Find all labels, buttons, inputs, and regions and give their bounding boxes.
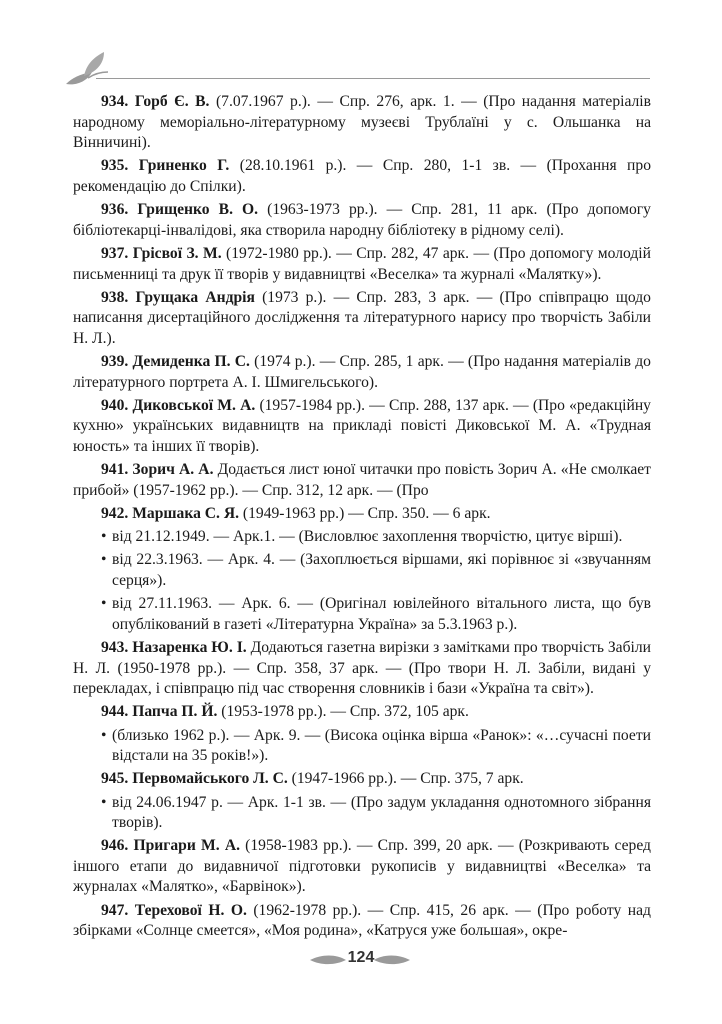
catalog-entry (73, 244, 651, 285)
entry-text: (1947-1966 рр.). — Спр. 375, 7 арк. (287, 770, 524, 788)
entry-number: 934. (101, 93, 129, 110)
entry-number: 936. (101, 201, 129, 219)
entry-number: 943. (101, 638, 129, 656)
bullet-icon: • (101, 726, 107, 744)
header-rule (96, 78, 650, 79)
entry-text: (1953-1978 рр.). — Спр. 372, 105 арк. (217, 703, 469, 721)
right-swoosh-icon (374, 953, 410, 967)
catalog-entry (73, 200, 651, 241)
entry-name: Зорич А. А. (132, 461, 214, 479)
letter-text: (близько 1962 р.). — Арк. 9. — (Висока оцінка вірша «Ранок»: «…сучасні поети відстали на 35 років!»). (112, 726, 651, 765)
catalog-entry (73, 156, 651, 197)
page-body (73, 92, 651, 944)
catalog-entry (73, 901, 651, 942)
bullet-icon: • (101, 528, 107, 546)
entry-name: Первомайського Л. С. (132, 770, 288, 788)
entry-number: 944. (101, 703, 129, 721)
catalog-entry (73, 352, 651, 393)
entry-text: (1973 р.). — Спр. 283, 3 арк. — (Про співпрацю щодо написання дисертаційного дослідження та літературного нарису про творчість Забіли Н. Л.). (73, 288, 651, 347)
entry-text: (1974 р.). — Спр. 285, 1 арк. — (Про надання матеріалів до літературного портрета А. І. Шмигельського). (73, 353, 651, 391)
entry-text: (28.10.1961 р.). — Спр. 280, 1-1 зв. — (Прохання про рекомендацію до Спілки). (73, 157, 651, 195)
entry-number: 938. (101, 288, 129, 306)
entry-name: Папча П. Й. (132, 703, 218, 721)
catalog-entry (73, 702, 651, 723)
entry-name: Назаренка Ю. І. (132, 638, 247, 656)
letter-text: від 22.3.1963. — Арк. 4. — (Захоплюється віршами, які порівнює зі «звучанням серця»). (112, 551, 651, 589)
entry-number: 940. (101, 396, 129, 414)
letter-item (73, 726, 651, 767)
entry-name: Диковської М. А. (132, 396, 256, 414)
entry-number: 942. (101, 505, 129, 523)
catalog-entry (73, 396, 651, 458)
catalog-entry (73, 769, 651, 790)
letter-item (73, 527, 651, 548)
entry-name: Горб Є. В. (134, 93, 210, 110)
entry-number: 939. (101, 353, 129, 371)
catalog-entry (73, 638, 651, 700)
catalog-entry (73, 460, 651, 501)
letter-text: від 24.06.1947 р. — Арк. 1-1 зв. — (Про задум укладання однотомного зібрання творів). (112, 793, 651, 832)
entry-number: 937. (101, 244, 129, 262)
entry-text: (1962-1978 рр.). — Спр. 415, 26 арк. — (Про роботу над збірками «Солнце смеется», «Моя родина», «Катруся уже большая», окре- (73, 901, 651, 940)
entry-text: Додається лист юної читачки про повість Зорич А. «Не смолкает прибой» (1957-1962 рр.). — Спр. 312, 12 арк. — (Про (73, 461, 651, 499)
entry-number: 945. (101, 770, 129, 788)
entry-name: Терехової Н. О. (134, 901, 247, 919)
letter-text: від 21.12.1949. — Арк.1. — (Висловлює захоплення творчістю, цитує вірші). (112, 528, 623, 546)
entry-name: Грищенко В. О. (137, 201, 259, 219)
bullet-icon: • (101, 793, 107, 811)
catalog-entry (73, 92, 651, 154)
entry-text: (7.07.1967 р.). — Спр. 276, арк. 1. — (Про надання матеріалів народному меморіально-літературному музеєві Трублаїні у с. Ольшанка на Вінничині). (73, 93, 651, 152)
catalog-entry (73, 288, 651, 350)
entry-number: 946. (101, 837, 129, 855)
letter-item (73, 793, 651, 834)
entry-name: Демиденка П. С. (132, 353, 250, 371)
entry-name: Гриненко Г. (138, 157, 230, 175)
entry-text: (1958-1983 рр.). — Спр. 399, 20 арк. — (Розкривають серед іншого етапи до видавничої підготовки рукописів у видавництві «Веселка» та журналах «Малятко», «Барвінок»). (73, 837, 651, 896)
entry-text: (1949-1963 рр.) — Спр. 350. — 6 арк. (239, 505, 491, 523)
entry-name: Маршака С. Я. (132, 505, 240, 523)
entry-text: (1972-1980 рр.). — Спр. 282, 47 арк. — (Про допомогу молодій письменниці та друк її творів у видавництві «Веселка» та журналі «Малятку»). (73, 244, 651, 283)
entry-text: (1957-1984 рр.). — Спр. 288, 137 арк. — (Про «редакційну кухню» українських видавництв на прикладі повісті Диковської М. А. «Трудная юность» та інших її творів). (73, 396, 651, 456)
letter-item (73, 550, 651, 591)
bullet-icon: • (101, 595, 107, 613)
entry-text: (1963-1973 рр.). — Спр. 281, 11 арк. (Про допомогу бібліотекарці-інвалідові, яка створила народну бібліотеку в рідному селі). (73, 201, 651, 239)
entry-name: Грущака Андрія (135, 288, 255, 306)
entry-name: Грісвої З. М. (132, 244, 222, 262)
entry-name: Пригари М. А. (133, 837, 240, 855)
leaf-ornament-icon (58, 48, 118, 88)
catalog-entry (73, 504, 651, 525)
entry-text: Додаються газетна вирізки з замітками про творчість Забіли Н. Л. (1950-1978 рр.). — Спр. 358, 37 арк. — (Про твори Н. Л. Забіли, видані у перекладах, і співпрацю під час створення словників і бази «Україна та світ»). (73, 638, 651, 698)
entry-number: 947. (101, 901, 129, 919)
letter-text: від 27.11.1963. — Арк. 6. — (Оригінал ювілейного вітального листа, що був опублікований в газеті «Літературна Україна» за 5.3.1963 р.). (112, 595, 651, 633)
page-footer (0, 945, 722, 973)
entry-number: 941. (101, 461, 129, 479)
letter-item (73, 594, 651, 635)
bullet-icon: • (101, 551, 107, 569)
page-number: 124 (347, 949, 375, 966)
catalog-entry (73, 836, 651, 898)
entry-number: 935. (101, 157, 129, 175)
